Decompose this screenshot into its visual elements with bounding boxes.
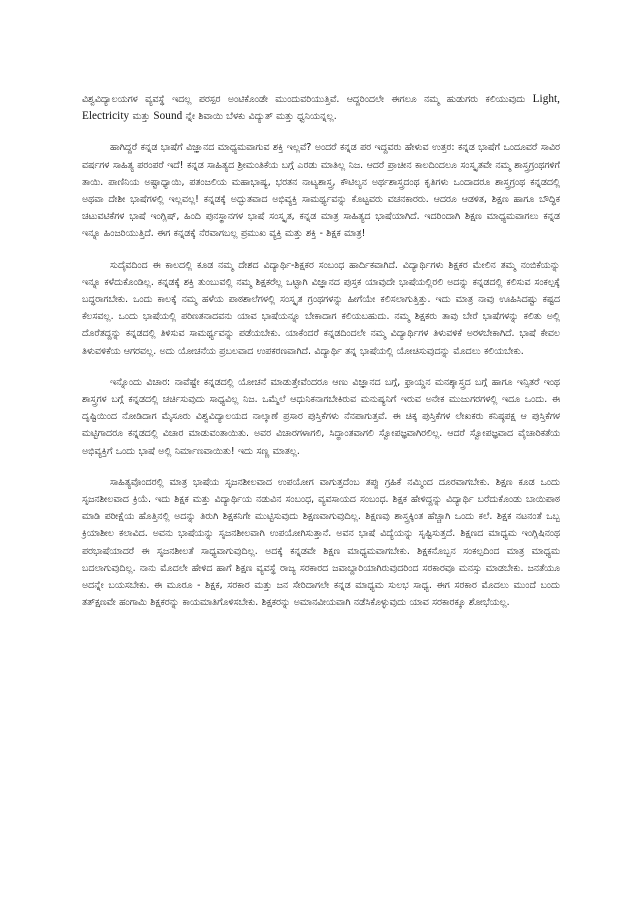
paragraph-1 [82,91,560,125]
paragraph-1-text-b: ಮತ್ತು [129,111,154,123]
paragraph-3 [82,257,560,360]
paragraph-1-latin-sound: Sound [153,110,183,123]
paragraph-2 [82,139,560,242]
paragraph-2-text: ಹಾಗಿದ್ದರೆ ಕನ್ನಡ ಭಾಷೆಗೆ ವಿಜ್ಞಾನದ ಮಾಧ್ಯಮವಾಗುವ ಶಕ್ತಿ ಇಲ್ಲವೆ? ಅಂದರೆ ಕನ್ನಡ ಪರ ಇದ್ದವರು ಹೇಳುವ ಉತ್ತರ: ಕನ್ನಡ ಭಾಷೆಗೆ ಒಂದೂವರೆ ಸಾವಿರ ವರ್ಷಗಳ ಸಾಹಿತ್ಯ ಪರಂಪರೆ ಇದೆ! ಕನ್ನಡ ಸಾಹಿತ್ಯದ ಶ್ರೀಮಂತಿಕೆಯ ಬಗ್ಗೆ ಎರಡು ಮಾತಿಲ್ಲ ನಿಜ. ಆದರೆ ಪ್ರಾಚೀನ ಕಾಲದಿಂದಲೂ ಸಂಸ್ಕೃತವೇ ನಮ್ಮ ಶಾಸ್ತ್ರಗ್ರಂಥಗಳಿಗೆ ತಾಯಿ. ಪಾಣಿನಿಯ ಅಷ್ಟಾಧ್ಯಾಯಿ, ಪತಂಜಲಿಯ ಮಹಾಭಾಷ್ಯ, ಭರತನ ನಾಟ್ಯಶಾಸ್ತ್ರ, ಕೌಟಿಲ್ಯನ ಅರ್ಥಶಾಸ್ತ್ರದಂಥ ಕೃತಿಗಳು ಒಂದಾದರೂ ಶಾಸ್ತ್ರಗ್ರಂಥ ಕನ್ನಡದಲ್ಲಿ ಅಥವಾ ದೇಶೀ ಭಾಷೆಗಳಲ್ಲಿ ಇಲ್ಲವಲ್ಲ! ಕನ್ನಡಕ್ಕೆ ಅದ್ಭುತವಾದ ಅಭಿವ್ಯಕ್ತಿ ಸಾಮರ್ಥ್ಯವನ್ನು ಕೊಟ್ಟವರು ವಚನಕಾರರು. ಆದರೂ ಆಡಳಿತ, ಶಿಕ್ಷಣ ಹಾಗೂ ಬೌದ್ಧಿಕ ಚಟುವಟಿಕೆಗಳ ಭಾಷೆ ಇಂಗ್ಲಿಷ್, ಹಿಂದಿ ಪುನಸ್ಥಾನಗಳ ಭಾಷೆ ಸಂಸ್ಕೃತ, ಕನ್ನಡ ಮಾತ್ರ ಸಾಹಿತ್ಯದ ಭಾಷೆಯಾಗಿದೆ. ಇದರಿಂದಾಗಿ ಶಿಕ್ಷಣ ಮಾಧ್ಯಮವಾಗಲು ಕನ್ನಡ ಇನ್ನೂ ಹಿಂಜರಿಯುತ್ತಿದೆ. ಈಗ ಕನ್ನಡಕ್ಕೆ ನೆರವಾಗಬಲ್ಲ ಪ್ರಮುಖ ವ್ಯಕ್ತಿ ಮತ್ತು ಶಕ್ತಿ - ಶಿಕ್ಷಕ ಮಾತ್ರ! [82,142,560,240]
paragraph-1-latin-light-electricity: Light, Electricity [82,93,560,123]
paragraph-5-text: ಸಾಹಿತ್ಯವೊಂದರಲ್ಲಿ ಮಾತ್ರ ಭಾಷೆಯ ಸೃಜನಶೀಲವಾದ ಉಪಯೋಗ ವಾಗುತ್ತದೆಂಬ ತಪ್ಪು ಗ್ರಹಿಕೆ ನಮ್ಮಿಂದ ದೂರವಾಗಬೇಕು. ಶಿಕ್ಷಣ ಕೂಡ ಒಂದು ಸೃಜನಶೀಲವಾದ ಕ್ರಿಯೆ. ಇದು ಶಿಕ್ಷಕ ಮತ್ತು ವಿದ್ಯಾರ್ಥಿಯ ನಡುವಿನ ಸಂಬಂಧ, ವ್ಯವಸಾಯದ ಸಂಬಂಧ. ಶಿಕ್ಷಕ ಹೇಳಿದ್ದನ್ನು ವಿದ್ಯಾರ್ಥಿ ಬರೆದುಕೊಂಡು ಬಾಯಿಪಾಠ ಮಾಡಿ ಪರೀಕ್ಷೆಯ ಹೊತ್ತಿನಲ್ಲಿ ಅದನ್ನು ತಿರುಗಿ ಶಿಕ್ಷಕನಿಗೇ ಮುಟ್ಟಿಸುವುದು ಶಿಕ್ಷಣವಾಗುವುದಿಲ್ಲ. ಶಿಕ್ಷಣವು ಶಾಸ್ತ್ರಕ್ಕಿಂತ ಹೆಚ್ಚಾಗಿ ಒಂದು ಕಲೆ. ಶಿಕ್ಷಕ ನಟನಂತೆ ಒಬ್ಬ ಕ್ರಿಯಾಶೀಲ ಕಲಾವಿದ. ಅವನು ಭಾಷೆಯನ್ನು ಸೃಜನಶೀಲವಾಗಿ ಉಪಯೋಗಿಸುತ್ತಾನೆ. ಅವನ ಭಾಷೆ ವಿದ್ಯೆಯನ್ನು ಸೃಷ್ಟಿಸುತ್ತದೆ. ಶಿಕ್ಷಣದ ಮಾಧ್ಯಮ ಇಂಗ್ಲಿಷಿನಂಥ ಪರಭಾಷೆಯಾದರೆ ಈ ಸೃಜನಶೀಲತೆ ಸಾಧ್ಯವಾಗುವುದಿಲ್ಲ. ಅದಕ್ಕೆ ಕನ್ನಡವೇ ಶಿಕ್ಷಣ ಮಾಧ್ಯಮವಾಗಬೇಕು. ಶಿಕ್ಷಕನೊಬ್ಬನ ಸಂಕಲ್ಪದಿಂದ ಮಾತ್ರ ಮಾಧ್ಯಮ ಬದಲಾಗುವುದಿಲ್ಲ. ನಾನು ಮೊದಲೇ ಹೇಳಿದ ಹಾಗೆ ಶಿಕ್ಷಣ ವ್ಯವಸ್ಥೆ ರಾಜ್ಯ ಸರಕಾರದ ಜವಾಬ್ದಾರಿಯಾಗಿರುವುದರಿಂದ ಸರಕಾರವೂ ಮನಸ್ಸು ಮಾಡಬೇಕು. ಜನತೆಯೂ ಅದನ್ನೇ ಬಯಸಬೇಕು. ಈ ಮೂರೂ - ಶಿಕ್ಷಕ, ಸರಕಾರ ಮತ್ತು ಜನ ಸೇರಿದಾಗಲೇ ಕನ್ನಡ ಮಾಧ್ಯಮ ಸುಲಭ ಸಾಧ್ಯ. ಈಗ ಸರಕಾರ ಮೊದಲು ಮುಂದೆ ಬಂದು ತತ್‌ಕ್ಷಣವೇ ಹಂಗಾಮಿ ಶಿಕ್ಷಕರನ್ನು ಕಾಯಮಾತಿಗೊಳಿಸಬೇಕು. ಶಿಕ್ಷಕರನ್ನು ಅಮಾನವೀಯವಾಗಿ ನಡೆಸಿಕೊಳ್ಳುವುದು ಯಾವ ಸರಕಾರಕ್ಕೂ ಶೋಭೆಯಲ್ಲ. [82,476,560,609]
paragraph-5 [82,474,560,612]
paragraph-3-text: ಸುದೈವದಿಂದ ಈ ಕಾಲದಲ್ಲಿ ಕೂಡ ನಮ್ಮ ದೇಶದ ವಿದ್ಯಾರ್ಥಿ-ಶಿಕ್ಷಕರ ಸಂಬಂಧ ಹಾರ್ದಿಕವಾಗಿದೆ. ವಿದ್ಯಾರ್ಥಿಗಳು ಶಿಕ್ಷಕರ ಮೇಲಿನ ತಮ್ಮ ನಂಬಿಕೆಯನ್ನು ಇನ್ನೂ ಕಳೆದುಕೊಂಡಿಲ್ಲ. ಕನ್ನಡಕ್ಕೆ ಶಕ್ತಿ ತುಂಬುವಲ್ಲಿ ನಮ್ಮ ಶಿಕ್ಷಕರೆಲ್ಲ ಒಟ್ಟಾಗಿ ವಿಜ್ಞಾನದ ಪುಸ್ತಕ ಯಾವುದೇ ಭಾಷೆಯಲ್ಲಿರಲಿ ಅದನ್ನು ಕನ್ನಡದಲ್ಲಿ ಕಲಿಸುವ ಸಂಕಲ್ಪಕ್ಕೆ ಬದ್ಧರಾಗಬೇಕು. ಒಂದು ಕಾಲಕ್ಕೆ ನಮ್ಮ ಹಳೆಯ ಪಾಠಶಾಲೆಗಳಲ್ಲಿ ಸಂಸ್ಕೃತ ಗ್ರಂಥಗಳನ್ನು ಹೀಗೆಯೇ ಕಲಿಸಲಾಗುತ್ತಿತ್ತು. ಇದು ಮಾತ್ರ ನಾವು ಊಹಿಸಿದಷ್ಟು ಕಷ್ಟದ ಕೆಲಸವಲ್ಲ. ಒಂದು ಭಾಷೆಯಲ್ಲಿ ಪರಿಣತನಾದವನು ಯಾವ ಭಾಷೆಯನ್ನೂ ಬೇಕಾದಾಗ ಕಲಿಯಬಹುದು. ನಮ್ಮ ಶಿಕ್ಷಕರು ತಾವು ಬೇರೆ ಭಾಷೆಗಳನ್ನು ಕಲಿತು ಅಲ್ಲಿ ದೊರೆತದ್ದನ್ನು ಕನ್ನಡದಲ್ಲಿ ತಿಳಿಸುವ ಸಾಮರ್ಥ್ಯವನ್ನು ಪಡೆಯಬೇಕು. ಯಾಕೆಂದರೆ ಕನ್ನಡದಿಂದಲೇ ನಮ್ಮ ವಿದ್ಯಾರ್ಥಿಗಳ ತಿಳುವಳಿಕೆ ಅರಳಬೇಕಾಗಿದೆ. ಭಾಷೆ ಕೇವಲ ತಿಳುವಳಿಕೆಯ ಆಗರವಲ್ಲ. ಅದು ಯೋಚನೆಯ ಪ್ರಬಲವಾದ ಉಪಕರಣವಾಗಿದೆ. ವಿದ್ಯಾರ್ಥಿ ತನ್ನ ಭಾಷೆಯಲ್ಲಿ ಯೋಚಿಸುವುದನ್ನು ಮೊದಲು ಕಲಿಯಬೇಕು. [82,259,560,357]
paragraph-4 [82,374,560,460]
paragraph-1-text-c: ನ್ನೇ ಶಿವಾಯಿ ಬೆಳಕು ವಿದ್ಯುತ್ ಮತ್ತು ಧ್ವನಿಯನ್ನಲ್ಲ. [182,111,337,123]
paragraph-4-text: ಇನ್ನೊಂದು ವಿಚಾರ: ನಾವೆಷ್ಟೇ ಕನ್ನಡದಲ್ಲಿ ಯೋಚನೆ ಮಾಡುತ್ತೇವೆಂದರೂ ಆಣು ವಿಜ್ಞಾನದ ಬಗ್ಗೆ, ಫ್ರಾಯ್ಡನ ಮನಶ್ಶಾಸ್ತ್ರದ ಬಗ್ಗೆ ಹಾಗೂ ಇನ್ಸಿತರೆ ಇಂಥ ಶಾಸ್ತ್ರಗಳ ಬಗ್ಗೆ ಕನ್ನಡದಲ್ಲಿ ಚರ್ಚಿಸುವುದು ಸಾಧ್ಯವಿಲ್ಲ ನಿಜ. ಒಮ್ಮೆಲೆ ಆಧುನಿಕನಾಗಬೇಕಿರುವ ಮನುಷ್ಯನಿಗೆ ಇರುವ ಅನೇಕ ಮುಜುಗರಗಳಲ್ಲಿ ಇದೂ ಒಂದು. ಈ ದೃಷ್ಟಿಯಿಂದ ನೋಡಿದಾಗ ಮೈಸೂರು ವಿಶ್ವವಿದ್ಯಾಲಯದ ನಾಲ್ಕಾಣೆ ಪ್ರಸಾರ ಪುಸ್ತಿಕೆಗಳು ನೆನಪಾಗುತ್ತವೆ. ಈ ಚಿಕ್ಕ ಪುಸ್ತಿಕೆಗಳ ಲೇಖಕರು ಕನಿಷ್ಠಪಕ್ಷ ಆ ಪುಸ್ತಿಕೆಗಳ ಮಟ್ಟಿಗಾದರೂ ಕನ್ನಡದಲ್ಲಿ ವಿಚಾರ ಮಾಡುವಂತಾಯಿತು. ಅವರ ವಿಚಾರಗಳಾಗಲಿ, ಸಿದ್ಧಾಂತವಾಗಲಿ ಸ್ವೋಪಜ್ಞವಾಗಿರಲಿಲ್ಲ. ಆದರೆ ಸ್ವೋಪಜ್ಞವಾದ ವೈಚಾರಿಕತೆಯ ಅಭಿವ್ಯಕ್ತಿಗೆ ಒಂದು ಭಾಷೆ ಅಲ್ಲಿ ನಿರ್ಮಾಣವಾಯಿತು! ಇದು ಸಣ್ಣ ಮಾತಲ್ಲ. [82,376,560,457]
paragraph-1-text-a: ವಿಶ್ವವಿದ್ಯಾಲಯಗಳ ವ್ಯವಸ್ಥೆ ಇದಲ್ಲ ಪರಸ್ಪರ ಅಂಟಿಕೊಂಡೇ ಮುಂದುವರಿಯುತ್ತಿವೆ. ಆದ್ದರಿಂದಲೇ ಈಗಲೂ ನಮ್ಮ ಹುಡುಗರು ಕಲಿಯುವುದು [82,94,533,105]
